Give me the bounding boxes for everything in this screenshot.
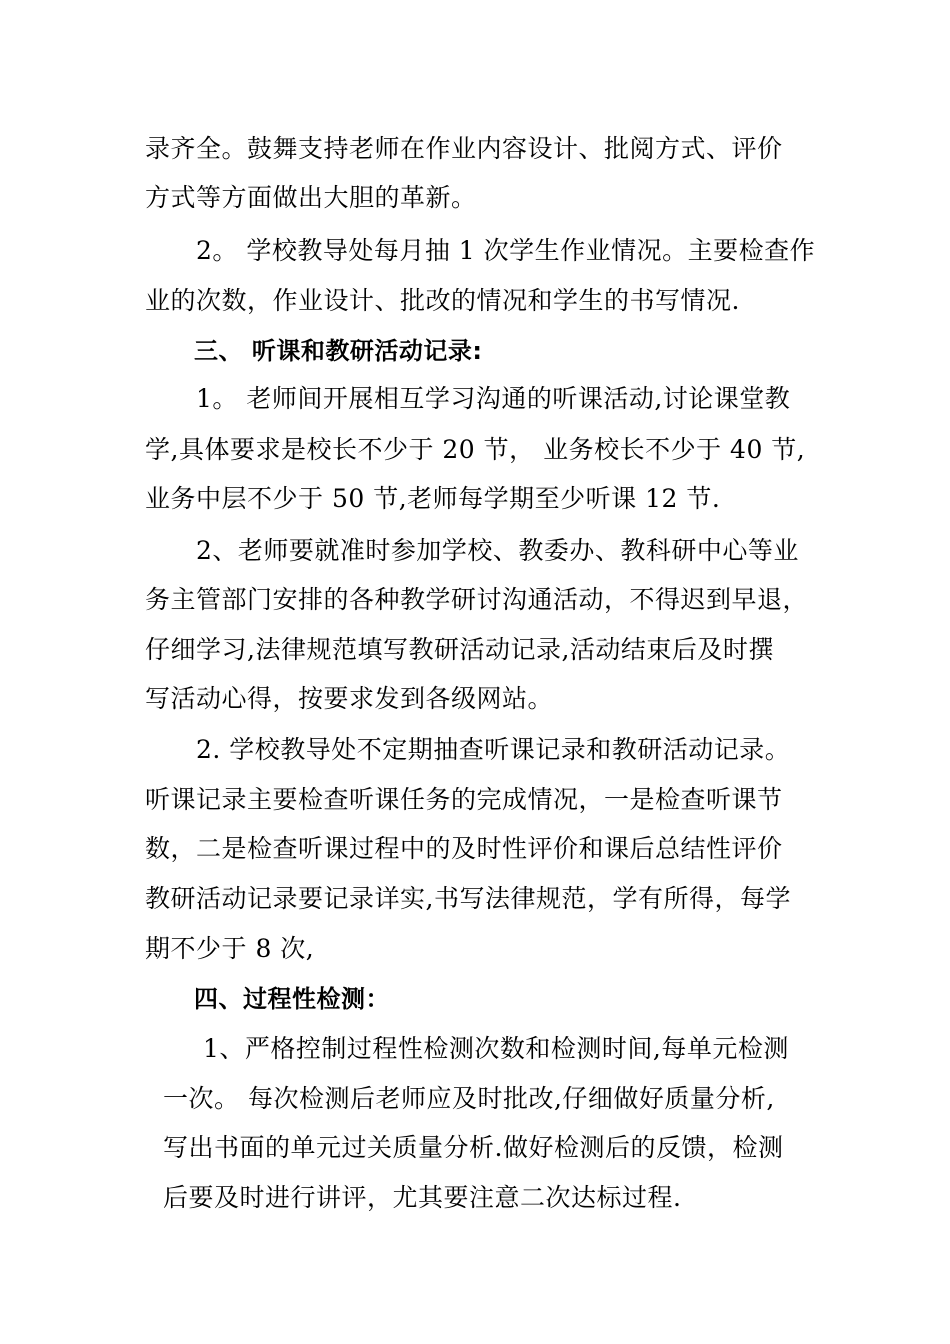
paragraph-line: 1、严格控制过程性检测次数和检测时间,每单元检测 [203,1034,789,1063]
paragraph-line: 录齐全。鼓舞支持老师在作业内容设计、批阅方式、评价 [145,134,783,163]
paragraph-line: 方式等方面做出大胆的革新。 [145,183,477,212]
section-heading: 四、过程性检测： [194,985,390,1013]
paragraph-line: 务主管部门安排的各种教学研讨沟通活动，不得迟到早退， [145,585,809,614]
paragraph-line: 2、老师要就准时参加学校、教委办、教科研中心等业 [196,536,799,565]
paragraph-line: 1。 老师间开展相互学习沟通的听课活动,讨论课堂教 [196,384,791,413]
paragraph-line: 业的次数，作业设计、批改的情况和学生的书写情况. [145,286,740,315]
paragraph-line: 听课记录主要检查听课任务的完成情况，一是检查听课节 [145,785,783,814]
paragraph-line: 学,具体要求是校长不少于 20 节， 业务校长不少于 40 节, [145,435,806,464]
paragraph-line: 仔细学习,法律规范填写教研活动记录,活动结束后及时撰 [145,635,774,664]
paragraph-line: 一次。 每次检测后老师应及时批改,仔细做好质量分析, [163,1084,775,1113]
paragraph-line: 业务中层不少于 50 节,老师每学期至少听课 12 节. [145,484,721,513]
section-heading: 三、 听课和教研活动记录: [194,337,483,365]
paragraph-line: 写活动心得，按要求发到各级网站。 [145,684,554,713]
paragraph-line: 后要及时进行讲评，尤其要注意二次达标过程. [163,1183,682,1212]
paragraph-line: 写出书面的单元过关质量分析.做好检测后的反馈，检测 [163,1133,784,1162]
paragraph-line: 2. 学校教导处不定期抽查听课记录和教研活动记录。 [196,735,791,764]
paragraph-line: 数，二是检查听课过程中的及时性评价和课后总结性评价 [145,834,783,863]
paragraph-line: 期不少于 8 次, [145,934,315,963]
paragraph-line: 教研活动记录要记录详实,书写法律规范，学有所得，每学 [145,884,791,913]
paragraph-line: 2。 学校教导处每月抽 1 次学生作业情况。主要检查作 [196,236,816,265]
